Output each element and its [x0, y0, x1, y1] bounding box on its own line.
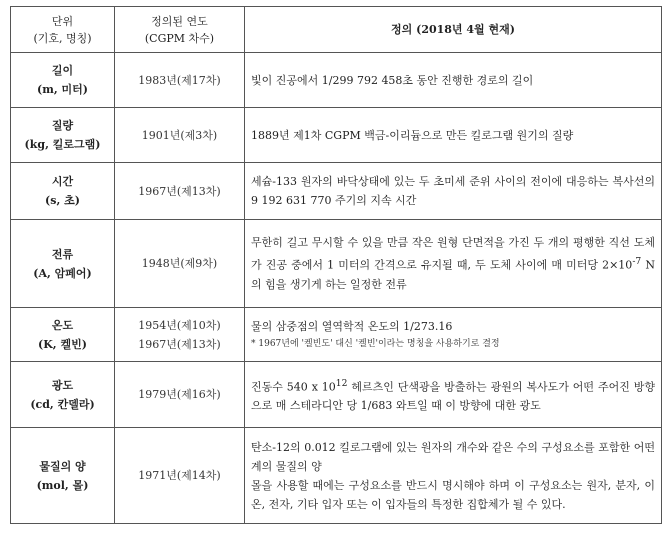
- unit-symbol: (kg, 킬로그램): [24, 138, 101, 151]
- definition-text-rest: 헤르츠인 단색광을 방출하는 광원의 복사도가 어떤 주어진 방향으로 매 스테라디안 당 1/683 와트일 때 이 방향에 대한 광도: [251, 380, 655, 413]
- header-year: [115, 7, 245, 53]
- unit-cell: [11, 220, 115, 308]
- definition-text: 물의 삼중점의 열역학적 온도의 1/273.16: [251, 320, 453, 333]
- unit-symbol: (K, 켈빈): [38, 337, 87, 351]
- table-row-amount-of-substance: [11, 428, 662, 524]
- table-header-row: [11, 7, 662, 53]
- header-year-line1: 정의된 연도: [151, 14, 208, 28]
- definition-cell: [245, 362, 662, 428]
- definition-text: 탄소-12의 0.012 킬로그램에 있는 원자의 개수와 같은 수의 구성요소를 포함한 어떤 계의 물질의 양: [251, 440, 655, 473]
- definition-note: * 1967년에 '켈빈도' 대신 '켈빈'이라는 명칭을 사용하기로 결정: [251, 339, 500, 349]
- year-value: 1983년(제17차): [138, 73, 221, 87]
- unit-cell: [11, 53, 115, 108]
- unit-name: 전류: [51, 247, 74, 261]
- definition-text-rest: N의 힘을 생기게 하는 일정한 전류: [251, 258, 655, 291]
- definition-exponent: 12: [335, 377, 348, 389]
- year-value: 1948년(제9차): [141, 257, 218, 270]
- definition-text-rest: 몰을 사용할 때에는 구성요소를 반드시 명시해야 하며 이 구성요소는 원자, 분자, 이온, 전자, 기타 입자 또는 이 입자들의 특정한 집합체가 될 수 있다.: [251, 478, 655, 511]
- table-row-mass: [11, 108, 662, 163]
- year-cell: [115, 362, 245, 428]
- header-unit-line1: 단위: [51, 14, 74, 28]
- header-unit-line2: (기호, 명칭): [33, 31, 92, 45]
- unit-name: 온도: [51, 318, 74, 332]
- definition-cell: 세슘-133 원자의 바닥상태에 있는 두 초미세 준위 사이의 전이에 대응하는 복사선의 9 192 631 770 주기의 지속 시간: [245, 163, 662, 220]
- definition-cell: [245, 428, 662, 524]
- year-cell: [115, 308, 245, 362]
- unit-cell: [11, 163, 115, 220]
- unit-symbol: (A, 암페어): [33, 266, 92, 280]
- definition-cell: 빛이 진공에서 1/299 792 458초 동안 진행한 경로의 길이: [245, 53, 662, 108]
- year-cell: [115, 163, 245, 220]
- unit-cell: [11, 108, 115, 163]
- unit-name: 시간: [51, 175, 74, 188]
- table-row-length: [11, 53, 662, 108]
- header-definition: 정의 (2018년 4월 현재): [245, 7, 662, 53]
- year-value: 1901년(제3차): [141, 128, 218, 142]
- definition-text: 진동수 540 x 10: [251, 380, 336, 394]
- definition-cell: 1889년 제1차 CGPM 백금-이리듐으로 만든 킬로그램 원기의 질량: [245, 108, 662, 163]
- table-row-luminous-intensity: [11, 362, 662, 428]
- table-row-temperature: [11, 308, 662, 362]
- year-cell: [115, 220, 245, 308]
- year-cell: [115, 428, 245, 524]
- unit-symbol: (cd, 칸델라): [30, 397, 95, 411]
- si-base-units-table: [10, 6, 662, 524]
- year-cell: [115, 53, 245, 108]
- unit-symbol: (s, 초): [45, 194, 80, 207]
- year-value: 1971년(제14차): [138, 469, 221, 482]
- unit-cell: [11, 362, 115, 428]
- unit-name: 광도: [51, 378, 74, 392]
- definition-cell: [245, 308, 662, 362]
- unit-name: 질량: [51, 119, 74, 132]
- header-unit: [11, 7, 115, 53]
- unit-name: 길이: [51, 64, 74, 77]
- definition-text: 무한히 길고 무시할 수 있을 만큼 작은 원형 단면적을 가진 두 개의 평행한 직선 도체가 진공 중에서 1 미터의 간격으로 유지될 때, 두 도체 사이에 매 미터당 2×10: [251, 236, 655, 272]
- unit-name: 물질의 양: [39, 459, 86, 473]
- definition-cell: [245, 220, 662, 308]
- unit-cell: [11, 308, 115, 362]
- year-value: 1967년(제13차): [138, 337, 221, 351]
- table-row-current: [11, 220, 662, 308]
- unit-cell: [11, 428, 115, 524]
- header-year-line2: (CGPM 차수): [144, 31, 215, 45]
- year-cell: [115, 108, 245, 163]
- table-row-time: [11, 163, 662, 220]
- year-value: 1967년(제13차): [138, 184, 221, 198]
- year-value: 1954년(제10차): [138, 318, 221, 332]
- unit-symbol: (m, 미터): [37, 83, 88, 96]
- year-value: 1979년(제16차): [138, 388, 221, 401]
- unit-symbol: (mol, 몰): [36, 478, 89, 492]
- definition-exponent: -7: [632, 256, 642, 268]
